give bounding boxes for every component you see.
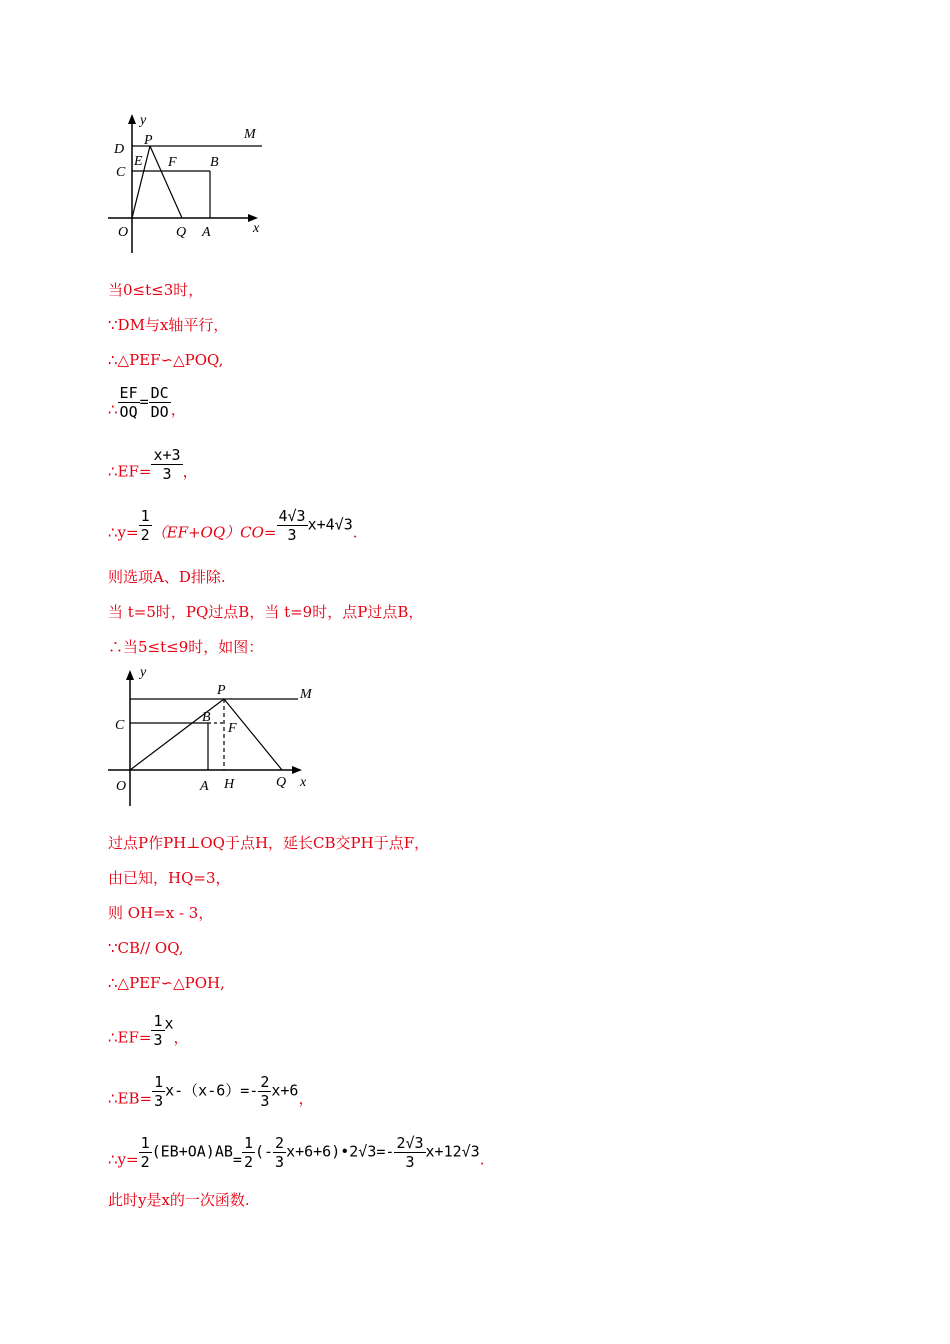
l16-den2: 3 (260, 1092, 270, 1110)
fig1-label-p: P (144, 133, 153, 148)
l17-n3: 2 (275, 1134, 285, 1152)
fig1-label-e: E (134, 154, 143, 169)
l16-prefix: ∴EB= (108, 1089, 153, 1108)
l4-eq: = (139, 392, 149, 411)
l17-n2: 1 (243, 1134, 253, 1152)
l17-prefix: ∴y= (108, 1150, 139, 1169)
l4-frac2-den: DO (150, 403, 169, 421)
l5-num: x+3 (153, 446, 181, 464)
fig1-label-o: O (118, 225, 129, 240)
l17-n4: 2√3 (396, 1134, 424, 1152)
l15-suffix: ， (173, 1028, 189, 1047)
text-line-15 (108, 1012, 189, 1049)
text-line-9: ∴当5≤t≤9时，如图： (108, 638, 264, 656)
fig2-label-q: Q (276, 775, 287, 790)
l17-frac-4 (394, 1134, 425, 1171)
text-line-12: 则 OH=x - 3， (108, 904, 214, 922)
l5-prefix: ∴EF= (108, 462, 152, 481)
figure-2-diagram (100, 660, 330, 810)
l16-num1: 1 (154, 1073, 164, 1091)
fig2-label-y: y (140, 665, 147, 680)
fig1-label-q: Q (176, 225, 187, 240)
l17-eq2: =- (376, 1142, 395, 1161)
fig2-label-p: P (217, 683, 226, 698)
text-line-8: 当 t=5时，PQ过点B，当 t=9时，点P过点B， (108, 603, 424, 621)
l16-mid: x-（x-6）=- (165, 1081, 259, 1100)
l17-m2: (- (254, 1142, 274, 1161)
l17-eq1: = (232, 1150, 242, 1169)
fig1-label-d: D (114, 142, 125, 157)
l17-m1: (EB+OA)AB (151, 1142, 233, 1161)
text-line-16 (108, 1073, 313, 1110)
l6-suffix: . (352, 523, 358, 542)
l5-frac (151, 446, 182, 483)
l6-coef-num: 4√3 (278, 507, 306, 525)
l4-suffix: ， (170, 400, 186, 419)
l15-prefix: ∴EF= (108, 1028, 152, 1047)
l15-num: 1 (153, 1012, 163, 1030)
fig2-x-arrow (292, 766, 302, 774)
l4-prefix: ∴ (108, 400, 118, 419)
l6-coef (277, 507, 308, 544)
fig2-label-o: O (116, 779, 127, 794)
l16-den1: 3 (154, 1092, 164, 1110)
fig1-y-arrow (128, 114, 136, 124)
l16-tail: x+6 (271, 1081, 299, 1100)
fig2-label-f: F (228, 721, 237, 736)
fig1-label-m: M (244, 127, 256, 142)
fig2-label-m: M (300, 687, 312, 702)
l17-d3: 3 (275, 1153, 285, 1171)
fig2-label-a: A (200, 779, 209, 794)
fig1-label-b: B (210, 155, 219, 170)
l17-n1: 1 (140, 1134, 150, 1152)
l17-frac-1 (139, 1134, 152, 1171)
l16-frac-1 (152, 1073, 165, 1110)
l6-half-num: 1 (140, 507, 150, 525)
l16-num2: 2 (260, 1073, 270, 1091)
fig1-line-pq (150, 146, 182, 218)
l17-tail: x+12√3 (425, 1142, 480, 1161)
fig2-y-arrow (126, 670, 134, 680)
l17-frac-3 (273, 1134, 286, 1171)
text-line-11: 由已知，HQ=3， (108, 869, 231, 887)
l16-frac-2 (258, 1073, 271, 1110)
fig1-label-a: A (202, 225, 211, 240)
text-line-7: 则选项A、D排除. (108, 568, 226, 586)
l4-frac-2 (149, 384, 171, 421)
l17-suffix: . (479, 1150, 485, 1169)
text-line-13: ∵CB// OQ, (108, 939, 184, 957)
fig2-label-c: C (115, 718, 125, 733)
l17-d2: 2 (243, 1153, 253, 1171)
fig1-label-x: x (253, 221, 260, 236)
l17-d4: 3 (405, 1153, 415, 1171)
l6-tail: x+4√3 (307, 515, 353, 534)
figure-1-diagram (100, 108, 280, 258)
fig2-label-x: x (300, 775, 307, 790)
l16-suffix: ， (298, 1089, 314, 1108)
text-line-2: ∵DM与x轴平行， (108, 316, 229, 334)
text-line-17 (108, 1134, 485, 1171)
l17-d1: 2 (140, 1153, 150, 1171)
l6-half (139, 507, 152, 544)
fig1-label-y: y (140, 113, 147, 128)
l17-m3: x+6+6)•2√3 (286, 1142, 377, 1161)
text-line-4 (108, 384, 186, 421)
l5-den: 3 (162, 465, 172, 483)
text-line-10: 过点P作PH⊥OQ于点H，延长CB交PH于点F， (108, 834, 430, 852)
fig1-label-f: F (168, 155, 177, 170)
l4-frac2-num: DC (150, 384, 169, 402)
l17-frac-2 (242, 1134, 255, 1171)
text-line-3: ∴△PEF∽△POQ, (108, 351, 224, 369)
l6-mid: （EF+OQ）CO= (151, 523, 277, 542)
text-line-1: 当0≤t≤3时， (108, 281, 204, 299)
l15-tail: x (164, 1014, 174, 1033)
l15-frac (151, 1012, 164, 1049)
l6-half-den: 2 (140, 526, 150, 544)
l15-den: 3 (153, 1031, 163, 1049)
l4-frac1-den: OQ (119, 403, 138, 421)
fig2-label-h: H (224, 777, 235, 792)
l4-frac1-num: EF (119, 384, 138, 402)
text-line-5 (108, 446, 198, 483)
l6-coef-den: 3 (287, 526, 297, 544)
text-line-6 (108, 507, 358, 544)
l6-prefix: ∴y= (108, 523, 139, 542)
fig1-label-c: C (116, 165, 126, 180)
fig2-label-b: B (202, 710, 211, 725)
text-line-18: 此时y是x的一次函数. (108, 1191, 250, 1209)
l4-frac-1 (118, 384, 140, 421)
text-line-14: ∴△PEF∽△POH, (108, 974, 225, 992)
l5-suffix: ， (182, 462, 198, 481)
